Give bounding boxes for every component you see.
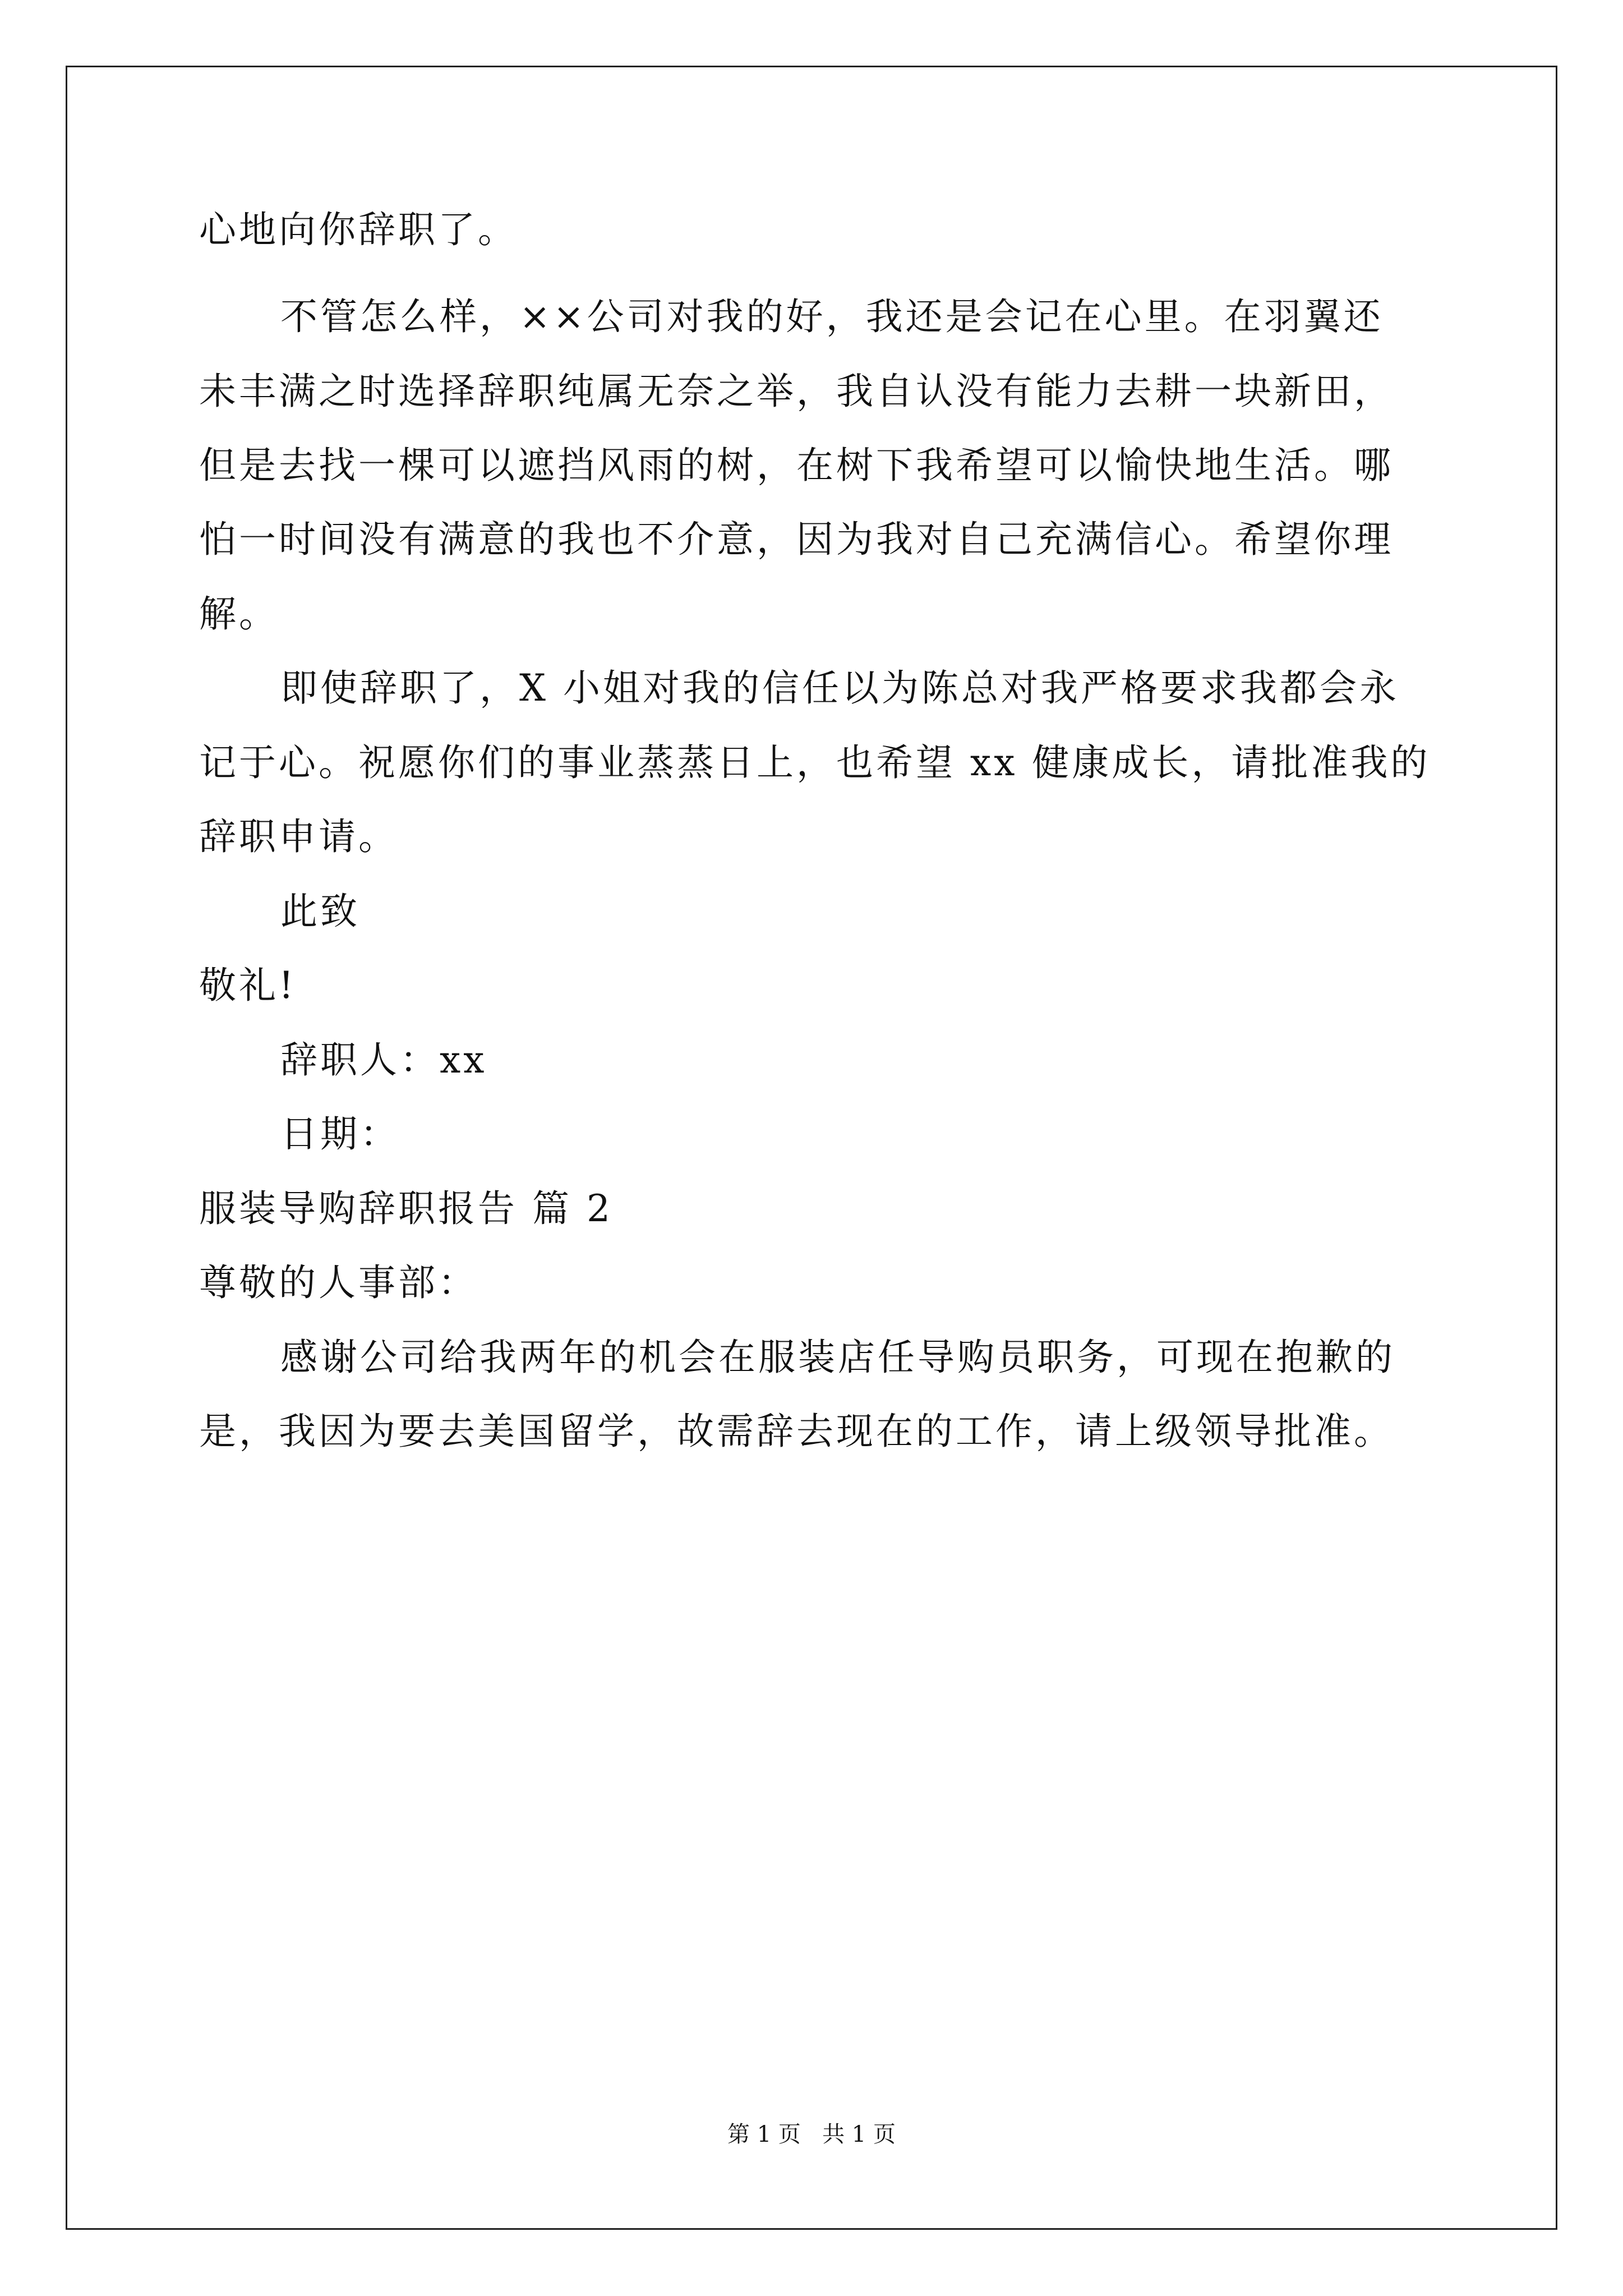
page-footer <box>0 2120 1623 2148</box>
closing-salutation: 此致 <box>280 890 360 933</box>
paragraph-line: 辞职申请。 <box>199 815 398 858</box>
paragraph-line: 不管怎么样，××公司对我的好，我还是会记在心里。在羽翼还 <box>280 295 1384 338</box>
paragraph-line: 感谢公司给我两年的机会在服装店任导购员职务，可现在抱歉的 <box>280 1336 1395 1379</box>
paragraph-line: 怕一时间没有满意的我也不介意，因为我对自己充满信心。希望你理 <box>199 518 1394 561</box>
page-number: 第 1 页 共 1 页 <box>727 2122 896 2147</box>
paragraph-line: 即使辞职了，X 小姐对我的信任以为陈总对我严格要求我都会永 <box>280 666 1399 710</box>
signature-line: 辞职人：xx <box>280 1038 487 1082</box>
section-heading: 服装导购辞职报告 篇 2 <box>199 1187 613 1230</box>
paragraph-line: 未丰满之时选择辞职纯属无奈之举，我自认没有能力去耕一块新田， <box>199 370 1394 413</box>
date-line: 日期： <box>280 1112 400 1156</box>
closing-respect: 敬礼! <box>199 964 297 1007</box>
paragraph-line: 是，我因为要去美国留学，故需辞去现在的工作，请上级领导批准。 <box>199 1410 1394 1453</box>
paragraph-line: 但是去找一棵可以遮挡风雨的树，在树下我希望可以愉快地生活。哪 <box>199 444 1394 487</box>
paragraph-line: 记于心。祝愿你们的事业蒸蒸日上，也希望 xx 健康成长，请批准我的 <box>199 741 1431 784</box>
paragraph-line: 解。 <box>199 592 279 636</box>
addressee-line: 尊敬的人事部： <box>199 1261 478 1304</box>
paragraph-line: 心地向你辞职了。 <box>199 208 518 251</box>
